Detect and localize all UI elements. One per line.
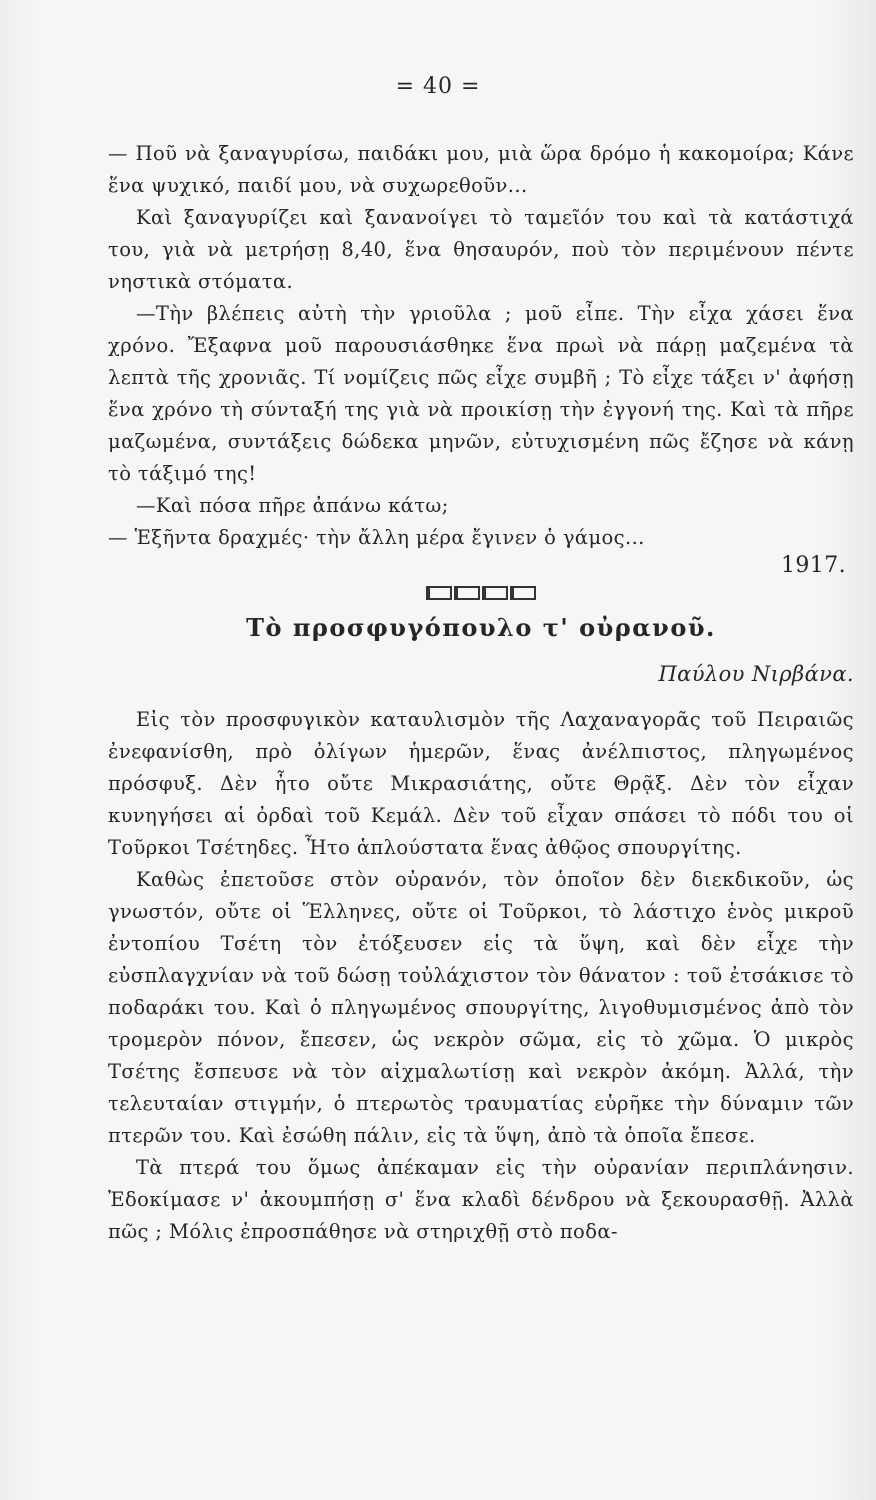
paragraph: Καὶ ξαναγυρίζει καὶ ξανανοίγει τὸ ταμεῖόν του καὶ τὰ κατάστιχά του, γιὰ νὰ μετρήσῃ 8,40, ἕνα θησαυρόν, ποὺ τὸν περιμένουν πέντε νηστικὰ στόματα. — [108, 206, 854, 293]
paragraph: Τὰ πτερά του ὅμως ἀπέκαμαν εἰς τὴν οὐρανίαν περιπλάνησιν. Ἐδοκίμασε ν' ἀκουμπήσῃ σ' ἕνα κλαδὶ δένδρου νὰ ξεκουρασθῇ. Ἀλλὰ πῶς ; Μόλις ἐπροσπάθησε νὰ στηριχθῇ στὸ ποδα- — [108, 1156, 854, 1243]
page-number: = 40 = — [395, 74, 481, 99]
paragraph: — Ποῦ νὰ ξαναγυρίσω, παιδάκι μου, μιὰ ὥρα δρόμο ἡ κακομοίρα; Κάνε ἕνα ψυχικό, παιδί μου, νὰ συχωρεθοῦν... — [108, 142, 854, 197]
author-name: Παύλου Νιρβάνα. — [658, 662, 854, 686]
ornament-divider — [421, 582, 541, 604]
ornament-block — [510, 586, 536, 600]
paragraph: — Ἑξῆντα δραχμές· τὴν ἄλλη μέρα ἔγινεν ὁ γάμος... — [108, 526, 645, 549]
paragraph: Εἰς τὸν προσφυγικὸν καταυλισμὸν τῆς Λαχαναγορᾶς τοῦ Πειραιῶς ἐνεφανίσθη, πρὸ ὀλίγων ἡμερῶν, ἕνας ἀνέλπιστος, πληγωμένος πρόσφυξ. Δὲν ἦτο οὔτε Μικρασιάτης, οὔτε Θρᾷξ. Δὲν τὸν εἶχαν κυνηγήσει αἱ ὀρδαὶ τοῦ Κεμάλ. Δὲν τοῦ εἶχαν σπάσει τὸ πόδι του οἱ Τοῦρκοι Τσέτηδες. Ἦτο ἁπλούστατα ἕνας ἀθῷος σπουργίτης. — [108, 708, 854, 859]
ornament-block — [482, 586, 508, 600]
page-text — [108, 138, 854, 1248]
ornament-block — [426, 586, 452, 600]
ornament-block — [454, 586, 480, 600]
paragraph: —Καὶ πόσα πῆρε ἀπάνω κάτω; — [136, 494, 449, 517]
year-mark: 1917. — [781, 553, 846, 578]
story-title: Τὸ προσφυγόπουλο τ' οὐρανοῦ. — [246, 613, 716, 642]
paragraph: Καθὼς ἐπετοῦσε στὸν οὐρανόν, τὸν ὁποῖον δὲν διεκδικοῦν, ὡς γνωστόν, οὔτε οἱ Ἕλληνες, οὔτε οἱ Τοῦρκοι, τὸ λάστιχο ἑνὸς μικροῦ ἐντοπίου Τσέτη τὸν ἐτόξευσεν εἰς τὰ ὕψη, καὶ δὲν εἶχε τὴν εὐσπλαγχνίαν νὰ τοῦ δώσῃ τοὐλάχιστον τὸν θάνατον : τοῦ ἐτσάκισε τὸ ποδαράκι του. Καὶ ὁ πληγωμένος σπουργίτης, λιγοθυμισμένος ἀπὸ τὸν τρομερὸν πόνον, ἔπεσεν, ὡς νεκρὸν σῶμα, εἰς τὸ χῶμα. Ὁ μικρὸς Τσέτης ἔσπευσε νὰ τὸν αἰχμαλωτίσῃ καὶ νεκρὸν ἀκόμη. Ἀλλά, τὴν τελευταίαν στιγμήν, ὁ πτερωτὸς τραυματίας εὑρῆκε τὴν δύναμιν τῶν πτερῶν του. Καὶ ἐσώθη πάλιν, εἰς τὰ ὕψη, ἀπὸ τὰ ὁποῖα ἔπεσε. — [108, 868, 854, 1147]
paragraph: —Τὴν βλέπεις αὐτὴ τὴν γριοῦλα ; μοῦ εἶπε. Τὴν εἶχα χάσει ἕνα χρόνο. Ἔξαφνα μοῦ παρουσιάσθηκε ἕνα πρωὶ νὰ πάρῃ μαζεμένα τὰ λεπτὰ τῆς χρονιᾶς. Τί νομίζεις πῶς εἶχε συμβῆ ; Τὸ εἶχε τάξει ν' ἀφήσῃ ἕνα χρόνο τὴ σύνταξή της γιὰ νὰ προικίσῃ τὴν ἐγγονή της. Καὶ τὰ πῆρε μαζωμένα, συντάξεις δώδεκα μηνῶν, εὐτυχισμένη πῶς ἔζησε νὰ κάνῃ τὸ τάξιμό της! — [108, 302, 854, 485]
